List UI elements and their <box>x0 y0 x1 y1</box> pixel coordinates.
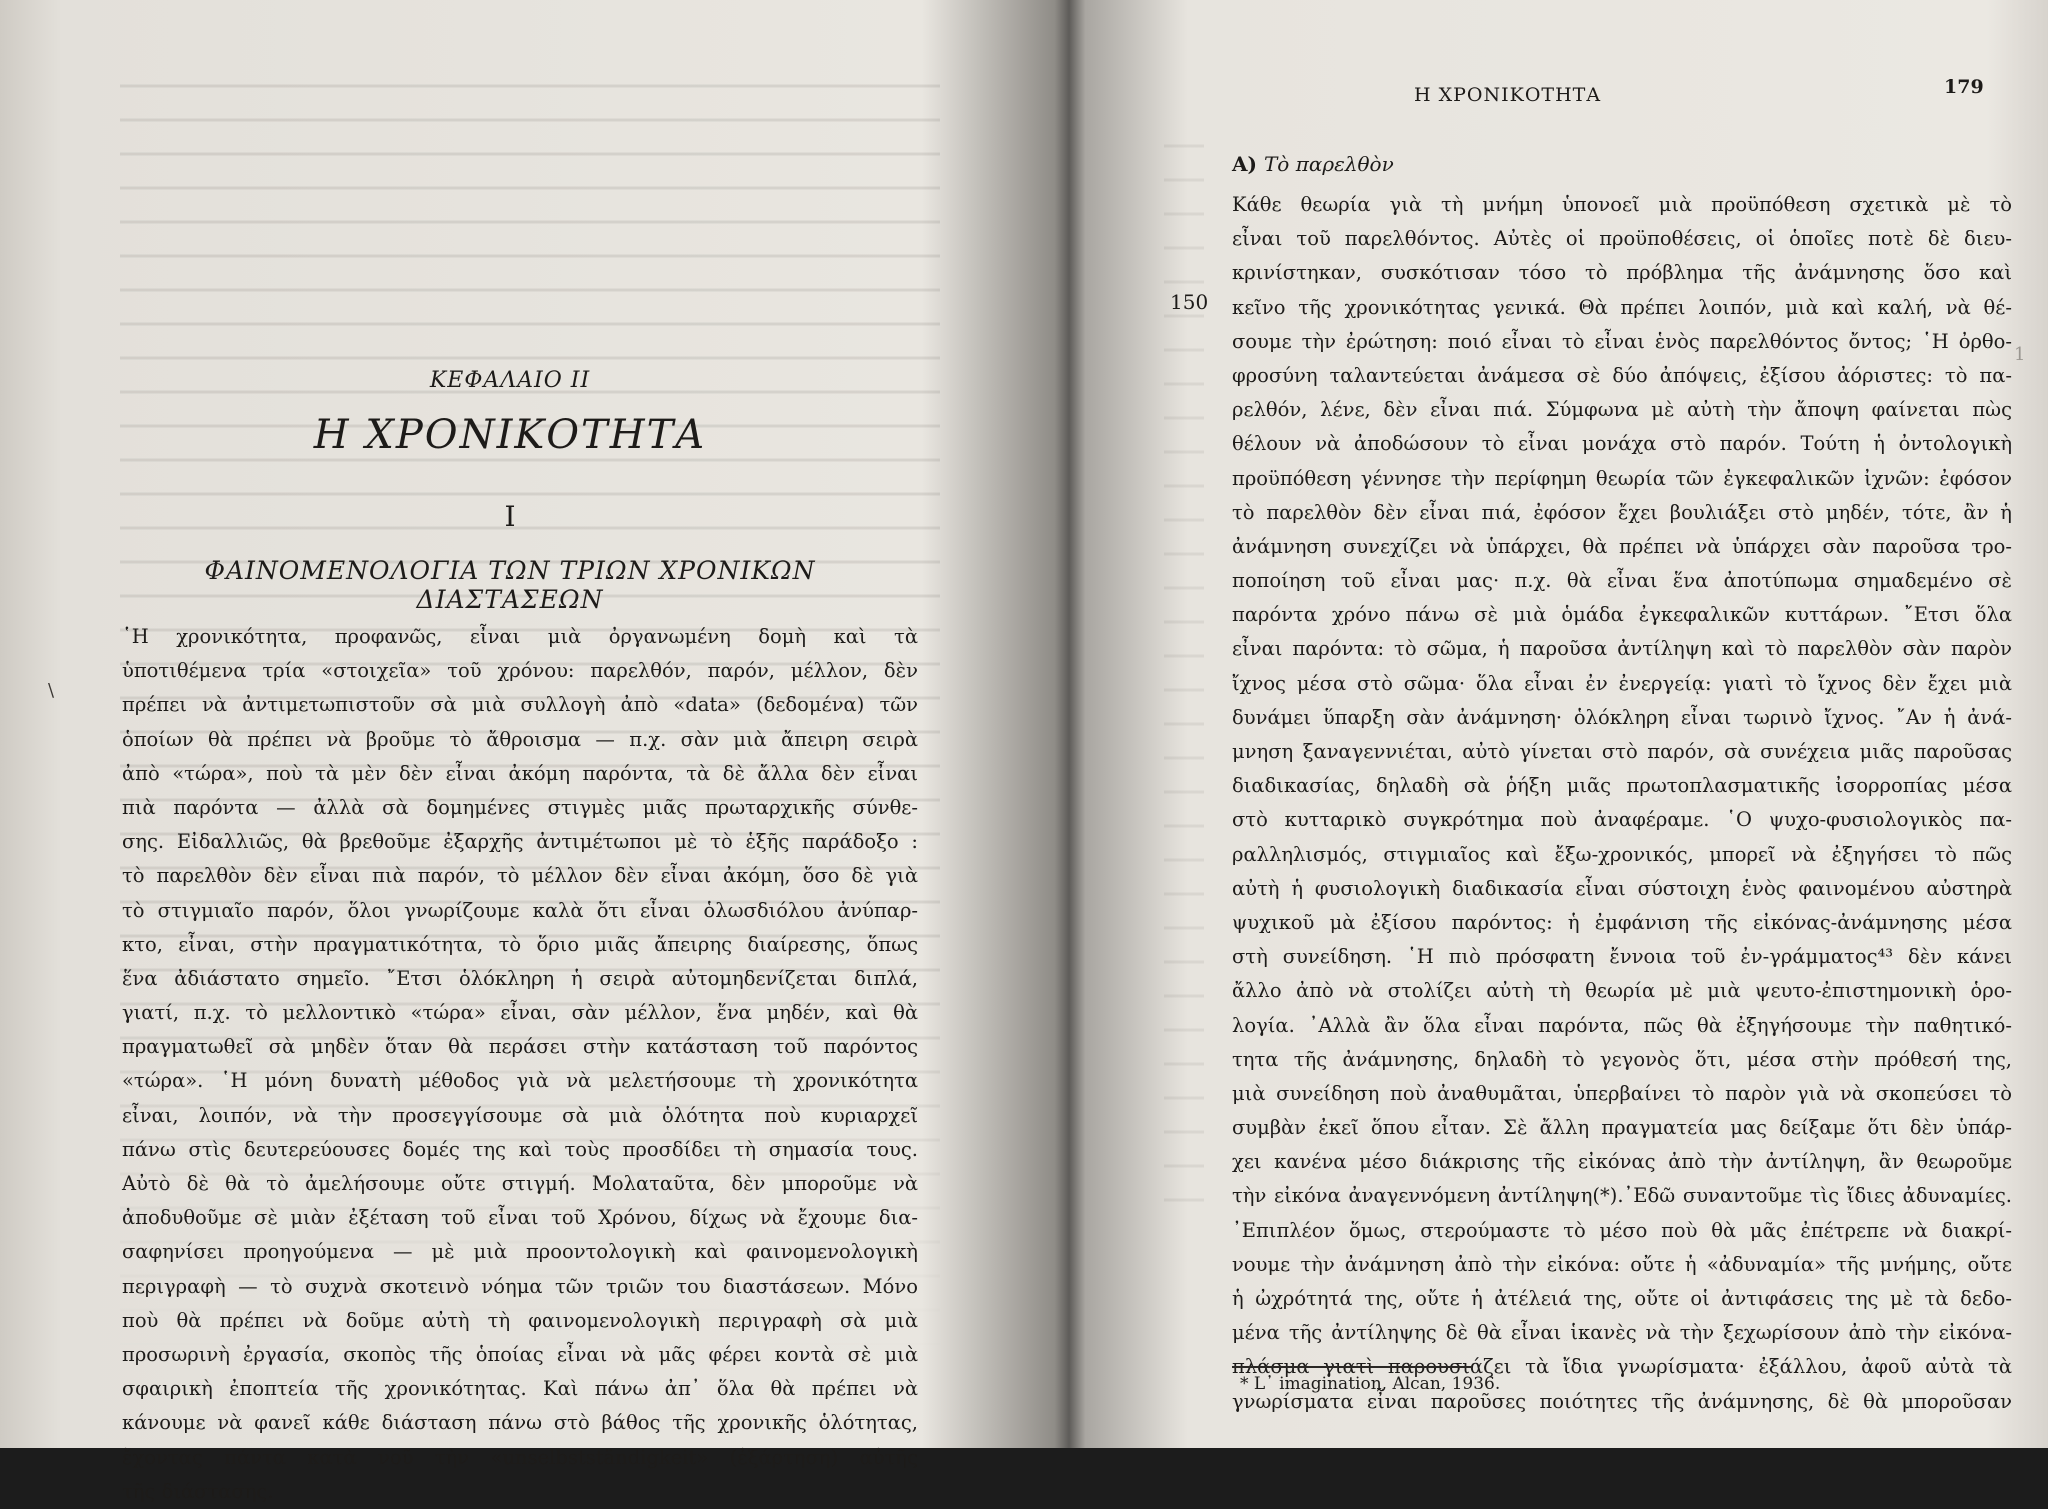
text-line: ἕνα ἀδιάστατο σημεῖο. ῎Ετσι ὁλόκληρη ἡ σειρὰ αὐτομηδενίζεται διπλά, <box>122 966 918 990</box>
section-number: Ι <box>504 500 516 533</box>
footnote-rule <box>1232 1366 1472 1368</box>
text-line: γιατί, π.χ. τὸ μελλοντικὸ «τώρα» εἶναι, σὰν μέλλον, ἕνα μηδέν, καὶ θὰ <box>122 1001 918 1025</box>
running-head: Η ΧΡΟΝΙΚΟΤΗΤΑ <box>1414 84 1602 106</box>
right-page <box>1064 0 2048 1448</box>
text-line: εἶναι, λοιπόν, νὰ τὴν προσεγγίσουμε σὰ μιὰ ὁλότητα ποὺ κυριαρχεῖ <box>122 1103 918 1127</box>
text-line: πάνω στὶς δευτερεύουσες δομές της καὶ τοὺς προσδίδει τὴ σημασία τους. <box>122 1137 918 1161</box>
subsection-label: Α) <box>1232 152 1257 176</box>
text-line: περιγραφὴ — τὸ συχνὰ σκοτεινὸ νόημα τῶν τριῶν του διαστάσεων. Μόνο <box>122 1274 918 1298</box>
text-line: ᾿Επιπλέον ὅμως, στερούμαστε τὸ μέσο ποὺ θὰ μᾶς ἐπέτρεπε νὰ διακρί- <box>1232 1218 2012 1242</box>
text-line: ποὺ θὰ πρέπει νὰ δοῦμε αὐτὴ τὴ φαινομενολογικὴ περιγραφὴ σὰ μιὰ <box>122 1308 918 1332</box>
margin-line-number: 150 <box>1170 290 1209 314</box>
text-line: κρινίστηκαν, συσκότισαν τόσο τὸ πρόβλημα τῆς ἀνάμνησης ὅσο καὶ <box>1232 261 2012 285</box>
text-line: φροσύνη ταλαντεύεται ἀνάμεσα σὲ δύο ἀπόψεις, ἐξίσου ἀόριστες: τὸ πα- <box>1232 363 2012 387</box>
text-line: ἴχνος μέσα στὸ σῶμα· ὅλα εἶναι ἐν ἐνεργείᾳ: γιατὶ τὸ ἴχνος δὲν ἔχει μιὰ <box>1232 671 2012 695</box>
text-line: ἔχοντας πάντα κατὰ νοῦ τὴν «unselbstständigkeit» (ἐξάρτηση) αὐτῆς <box>122 1445 918 1469</box>
right-body-text <box>1232 188 2012 1419</box>
text-line: ὁποίων θὰ πρέπει νὰ βροῦμε τὸ ἄθροισμα — π.χ. σὰν μιὰ ἄπειρη σειρὰ <box>122 727 918 751</box>
text-line: Αὐτὸ δὲ θὰ τὸ ἀμελήσουμε οὔτε στιγμή. Μολαταῦτα, δὲν μποροῦμε νὰ <box>122 1172 918 1195</box>
text-line: Κάθε θεωρία γιὰ τὴ μνήμη ὑπονοεῖ μιὰ προϋπόθεση σχετικὰ μὲ τὸ <box>1232 193 2012 216</box>
show-through-text <box>1164 120 1204 1220</box>
text-line: συμβὰν ἐκεῖ ὅπου εἶταν. Σὲ ἄλλη πραγματεία μας δείξαμε ὅτι δὲν ὑπάρ- <box>1232 1116 2012 1140</box>
text-line: σαφηνίσει προηγούμενα — μὲ μιὰ προοντολογικὴ καὶ φαινομενολογικὴ <box>122 1240 918 1264</box>
text-line: πιὰ παρόντα — ἀλλὰ σὰ δομημένες στιγμὲς μιᾶς πρωταρχικῆς σύνθε- <box>122 795 918 819</box>
text-line: εἶναι παρόντα: τὸ σῶμα, ἡ παροῦσα ἀντίληψη καὶ τὸ παρελθὸν σὰν παρὸν <box>1232 637 2012 661</box>
text-line: προσωρινὴ ἐργασία, σκοπὸς τῆς ὁποίας εἶναι νὰ μᾶς φέρει κοντὰ σὲ μιὰ <box>122 1342 918 1366</box>
subsection-heading <box>1232 152 1394 176</box>
text-line: ἀποδυθοῦμε σὲ μιὰν ἐξέταση τοῦ εἶναι τοῦ Χρόνου, δίχως νὰ ἔχουμε δια- <box>122 1206 918 1230</box>
text-line: τητα τῆς ἀνάμνησης, δηλαδὴ τὸ γεγονὸς ὅτι, μέσα στὴν πρόθεσή της, <box>1232 1047 2012 1071</box>
text-line: ρελθόν, λένε, δὲν εἶναι πιά. Σύμφωνα μὲ αὐτὴ τὴν ἄποψη φαίνεται πὼς <box>1232 398 2012 422</box>
text-line: τὴν εἰκόνα ἀναγεννόμενη ἀντίληψη(*).᾿Εδῶ συναντοῦμε τὶς ἴδιες ἀδυναμίες. <box>1232 1184 2012 1208</box>
text-line: σφαιρικὴ ἐποπτεία τῆς χρονικότητας. Καὶ πάνω ἀπ᾽ ὅλα θὰ πρέπει νὰ <box>122 1377 918 1401</box>
text-line: στὸ κυτταρικὸ συγκρότημα ποὺ ἀναφέραμε. ῾Ο ψυχο-φυσιολογικὸς πα- <box>1232 808 2012 832</box>
text-line: τῆς διάστασης. <box>122 1479 274 1503</box>
footnote: * L᾽ imagination, Alcan, 1936. <box>1240 1374 1501 1394</box>
text-line: ψυχικοῦ μὰ ἐξίσου παρόντος: ἡ ἐμφάνιση τῆς εἰκόνας-ἀνάμνησης μέσα <box>1232 910 2012 934</box>
text-line: ῾Η χρονικότητα, προφανῶς, εἶναι μιὰ ὀργανωμένη δομὴ καὶ τὰ <box>122 625 918 648</box>
text-line: τὸ στιγμιαῖο παρόν, ὅλοι γνωρίζουμε καλὰ ὅτι εἶναι ὁλωσδιόλου ἀνύπαρ- <box>122 898 918 922</box>
section-title: ΦΑΙΝΟΜΕΝΟΛΟΓΙΑ ΤΩΝ ΤΡΙΩΝ ΧΡΟΝΙΚΩΝ ΔΙΑΣΤΑΣΕΩΝ <box>204 556 816 614</box>
text-line: ἀπὸ «τώρα», ποὺ τὰ μὲν δὲν εἶναι ἀκόμη παρόντα, τὰ δὲ ἄλλα δὲν εἶναι <box>122 761 918 785</box>
margin-mark: \ <box>48 680 55 701</box>
text-line: ὑποτιθέμενα τρία «στοιχεῖα» τοῦ χρόνου: παρελθόν, παρόν, μέλλον, δὲν <box>122 659 918 683</box>
text-line: εἶναι τοῦ παρελθόντος. Αὐτὲς οἱ προϋποθέσεις, οἱ ὁποῖες ποτὲ δὲ διευ- <box>1232 227 2012 251</box>
bleed-mark: 1 <box>2014 344 2026 365</box>
page-number: 179 <box>1944 76 1984 98</box>
text-line: θέλουν νὰ ἀποδώσουν τὸ εἶναι μονάχα στὸ παρόν. Τούτη ἡ ὀντολογικὴ <box>1232 432 2012 456</box>
text-line: πραγματωθεῖ σὰ μηδὲν ὅταν θὰ περάσει στὴν κατάσταση τοῦ παρόντος <box>122 1035 918 1059</box>
text-line: ἡ ὠχρότητά της, οὔτε ἡ ἀτέλειά της, οὔτε οἱ ἀντιφάσεις της μὲ τὰ δεδο- <box>1232 1287 2012 1310</box>
text-line: κεῖνο τῆς χρονικότητας γενικά. Θὰ πρέπει λοιπόν, μιὰ καὶ καλή, νὰ θέ- <box>1232 295 2012 319</box>
text-line: στὴ συνείδηση. ῾Η πιὸ πρόσφατη ἔννοια τοῦ ἐν-γράμματος⁴³ δὲν κάνει <box>1232 945 2012 969</box>
text-line: μνηση ξαναγεννιέται, αὐτὸ γίνεται στὸ παρόν, σὰ συνέχεια μιᾶς παροῦσας <box>1232 740 2012 763</box>
text-line: μένα τῆς ἀντίληψης δὲ θὰ εἶναι ἱκανὲς νὰ τὴν ξεχωρίσουν ἀπὸ τὴν εἰκόνα- <box>1232 1321 2012 1345</box>
text-line: παρόντα χρόνο πάνω σὲ μιὰ ὁμάδα ἐγκεφαλικῶν κυττάρων. ῎Ετσι ὅλα <box>1232 603 2012 627</box>
text-line: πρέπει νὰ ἀντιμετωπιστοῦν σὰ μιὰ συλλογὴ ἀπὸ «data» (δεδομένα) τῶν <box>122 693 918 717</box>
text-line: κάνουμε νὰ φανεῖ κάθε διάσταση πάνω στὸ βάθος τῆς χρονικῆς ὁλότητας, <box>122 1411 918 1435</box>
text-line: νουμε τὴν ἀνάμνηση ἀπὸ τὴν εἰκόνα: οὔτε ἡ «ἀδυναμία» τῆς μνήμης, οὔτε <box>1232 1252 2012 1276</box>
text-line: πλάσμα γιατὶ παρουσιάζει τὰ ἴδια γνωρίσματα· ἐξάλλου, ἀφοῦ αὐτὰ τὰ <box>1232 1355 2012 1379</box>
text-line: «τώρα». ῾Η μόνη δυνατὴ μέθοδος γιὰ νὰ μελετήσουμε τὴ χρονικότητα <box>122 1069 918 1093</box>
text-line: αὐτὴ ἡ φυσιολογικὴ διαδικασία εἶναι σύστοιχη ἑνὸς φαινομένου αὐστηρὰ <box>1232 876 2012 900</box>
left-body-text <box>122 620 918 1509</box>
text-line: χει κανένα μέσο διάκρισης τῆς εἰκόνας ἀπὸ τὴν ἀντίληψη, ἂν θεωροῦμε <box>1232 1150 2012 1174</box>
text-line: μιὰ συνείδηση ποὺ ἀναθυμᾶται, ὑπερβαίνει τὸ παρὸν γιὰ νὰ σκοπεύσει τὸ <box>1232 1081 2012 1105</box>
text-line: τὸ παρελθὸν δὲν εἶναι πιά, ἐφόσον ἔχει βουλιάξει στὸ μηδέν, τότε, ἂν ἡ <box>1232 500 2012 524</box>
text-line: σουμε τὴν ἐρώτηση: ποιό εἶναι τὸ εἶναι ἑνὸς παρελθόντος ὄντος; ῾Η ὀρθο- <box>1232 329 2012 353</box>
chapter-title: Η ΧΡΟΝΙΚΟΤΗΤΑ <box>313 412 707 458</box>
text-line: κτο, εἶναι, στὴν πραγματικότητα, τὸ ὅριο μιᾶς ἄπειρης διαίρεσης, ὅπως <box>122 932 918 956</box>
text-line: διαδικασίας, δηλαδὴ σὰ ῥήξη μιᾶς πρωτοπλασματικῆς ἰσορροπίας μέσα <box>1232 774 2012 798</box>
text-line: ραλληλισμός, στιγμιαῖος καὶ ἔξω-χρονικός, μπορεῖ νὰ ἐξηγήσει τὸ πῶς <box>1232 842 2012 866</box>
text-line: λογία. ᾿Αλλὰ ἂν ὅλα εἶναι παρόντα, πῶς θὰ ἐξηγήσουμε τὴν παθητικό- <box>1232 1013 2012 1037</box>
text-line: γνωρίσματα εἶναι παροῦσες ποιότητες τῆς ἀνάμνησης, δὲ θὰ μποροῦσαν <box>1232 1389 2012 1413</box>
text-line: δυνάμει ὕπαρξη σὰν ἀνάμνηση· ὁλόκληρη εἶναι τωρινὸ ἴχνος. ῎Αν ἡ ἀνά- <box>1232 705 2012 729</box>
text-line: ποποίηση τοῦ εἶναι μας· π.χ. θὰ εἶναι ἕνα ἀποτύπωμα σημαδεμένο σὲ <box>1232 569 2012 593</box>
text-line: ἀνάμνηση συνεχίζει νὰ ὑπάρχει, θὰ πρέπει νὰ ὑπάρχει σὰν παροῦσα τρο- <box>1232 534 2012 558</box>
text-line: σης. Εἰδαλλιῶς, θὰ βρεθοῦμε ἐξαρχῆς ἀντιμέτωποι μὲ τὸ ἑξῆς παράδοξο : <box>122 830 918 854</box>
text-line: τὸ παρελθὸν δὲν εἶναι πιὰ παρόν, τὸ μέλλον δὲν εἶναι ἀκόμη, ὅσο δὲ γιὰ <box>122 864 918 888</box>
subsection-title: Τὸ παρελθὸν <box>1263 152 1394 176</box>
text-line: προϋπόθεση γέννησε τὴν περίφημη θεωρία τῶν ἐγκεφαλικῶν ἰχνῶν: ἐφόσον <box>1232 466 2012 490</box>
text-line: ἄλλο ἀπὸ νὰ στολίζει αὐτὴ τὴ θεωρία μὲ μιὰ ψευτο-ἐπιστημονικὴ ὁρο- <box>1232 979 2012 1003</box>
chapter-label: ΚΕΦΑΛΑΙΟ ΙΙ <box>429 368 591 393</box>
